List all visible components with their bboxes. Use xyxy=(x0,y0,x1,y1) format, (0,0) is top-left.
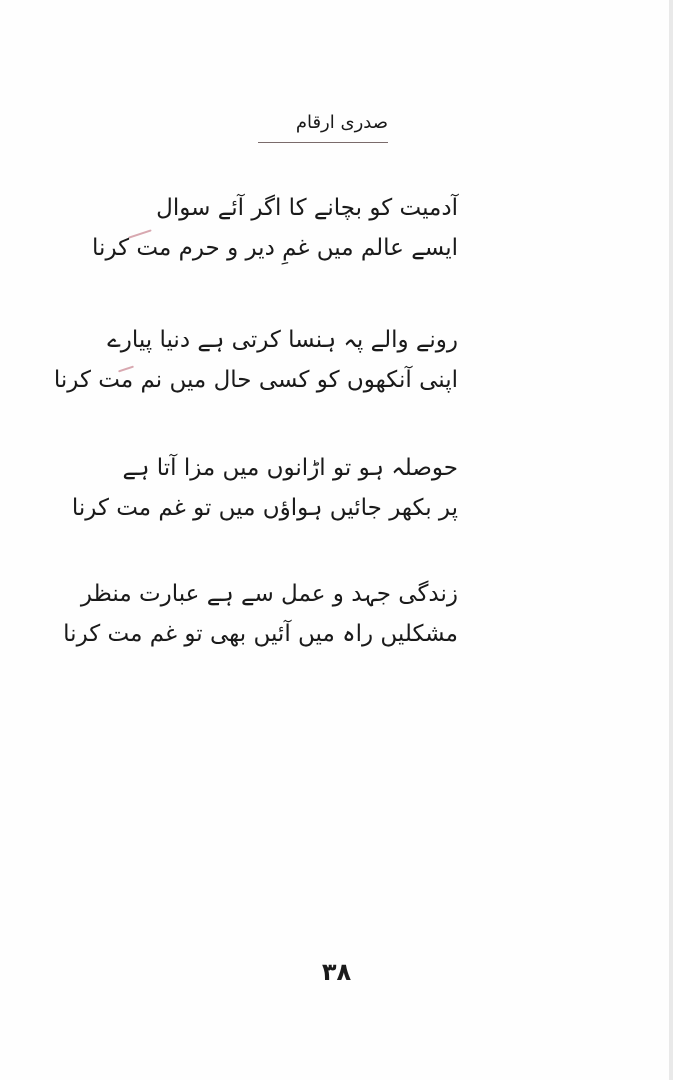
verse-line: ایسے عالم میں غمِ دیر و حرم مت کرنا xyxy=(92,235,458,261)
verse-line: مشکلیں راہ میں آئیں بھی تو غم مت کرنا xyxy=(63,621,458,647)
stanza xyxy=(92,188,458,268)
verse-line: اپنی آنکھوں کو کسی حال میں نم مت کرنا xyxy=(53,367,458,393)
page-edge-shade xyxy=(669,0,673,1080)
verse-line: حوصلہ ہو تو اڑانوں میں مزا آتا ہے xyxy=(122,455,458,481)
verse-line: رونے والے پہ ہنسا کرتی ہے دنیا پیارے xyxy=(107,327,458,353)
stanza xyxy=(63,574,458,654)
verse-line: زندگی جہد و عمل سے ہے عبارت منظر xyxy=(80,581,458,607)
verse-line: آدمیت کو بچانے کا اگر آئے سوال xyxy=(156,195,458,221)
page-number: ۳۸ xyxy=(321,958,352,986)
stanza xyxy=(53,320,458,400)
page-header-mark xyxy=(258,108,388,148)
verse-line: پر بکھر جائیں ہواؤں میں تو غم مت کرنا xyxy=(71,495,458,521)
stanza xyxy=(71,448,458,528)
header-rule xyxy=(258,142,388,143)
header-title: صدری ارقام xyxy=(295,112,388,133)
